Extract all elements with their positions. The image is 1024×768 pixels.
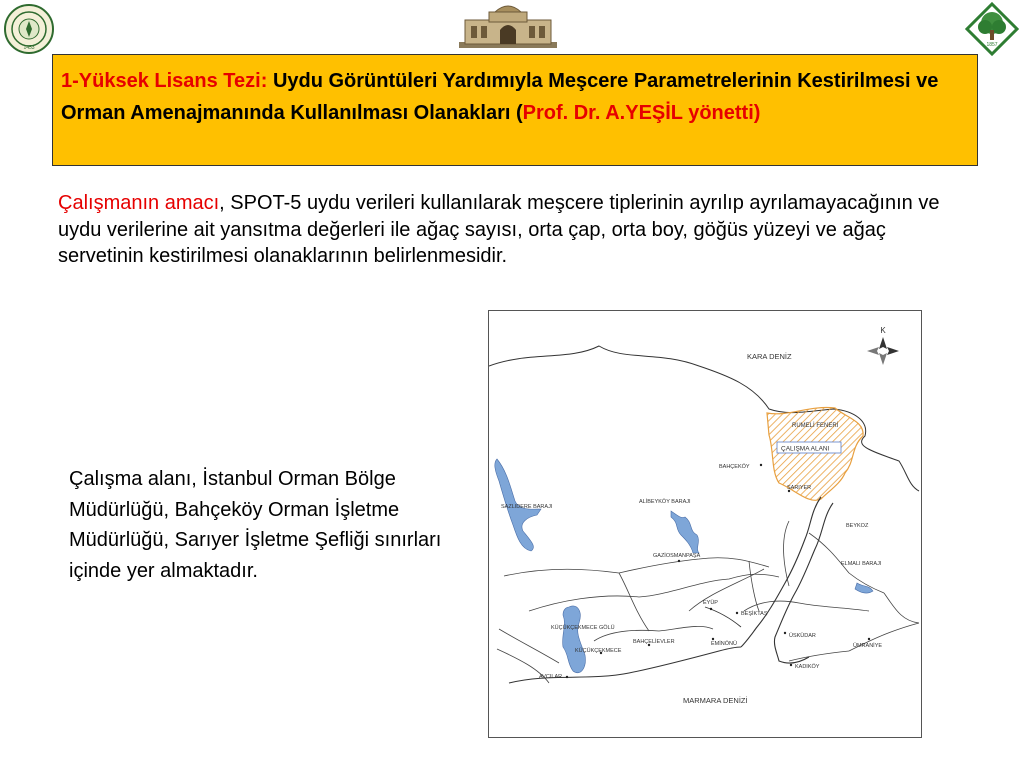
avcilar-label: AVCILAR — [539, 674, 563, 680]
study-area-polygon — [767, 408, 863, 501]
alibeykoy-label: ALİBEYKÖY BARAJI — [639, 499, 691, 505]
elmali-reservoir — [855, 583, 873, 593]
study-area-label: ÇALIŞMA ALANI — [781, 445, 830, 453]
study-area-description: Çalışma alanı, İstanbul Orman Bölge Müdürlüğü, Bahçeköy Orman İşletme Müdürlüğü, Sarıyer İşletme Şefliği sınırları içinde yer almaktadır. — [69, 468, 442, 582]
thesis-title-prefix: 1-Yüksek Lisans Tezi: — [61, 70, 268, 92]
seal-year: 1453 — [23, 45, 35, 51]
uskudar-label: ÜSKÜDAR — [789, 633, 816, 639]
alibeykoy-reservoir — [671, 511, 699, 553]
university-seal-logo — [4, 4, 54, 54]
bahcekoy-label: BAHÇEKÖY — [719, 464, 750, 470]
university-gate-logo — [459, 2, 557, 48]
umraniye-label: ÜMRANİYE — [853, 643, 883, 649]
bosphorus-strait — [741, 497, 821, 647]
bosphorus-asian-shore — [774, 503, 833, 663]
compass-icon — [867, 326, 899, 365]
study-aim-paragraph — [58, 190, 958, 270]
forestry-tree-icon — [965, 2, 1019, 56]
kadikoy-label: KADIKÖY — [795, 664, 820, 670]
sazlidere-label: SAZLIDERE BARAJI — [501, 504, 553, 510]
besiktas-label: BEŞİKTAŞ — [741, 611, 768, 617]
thesis-title-main: Uydu Görüntüleri Yardımıyla Meşcere Parametrelerinin Kestirilmesi ve Orman Amenajmanında Kullanılması Olanakları ( — [61, 70, 939, 124]
rumeli-feneri-label: RUMELİ FENERİ — [792, 423, 839, 429]
kucukcekmece-golu-label: KÜÇÜKÇEKMECE GÖLÜ — [551, 625, 615, 631]
black-sea-coastline — [489, 346, 919, 491]
study-aim-text: , SPOT-5 uydu verileri kullanılarak meşcere tiplerinin ayrılıp ayrılamayacağının ve uydu verilerine ait yansıtma değerleri ile ağaç sayısı, orta çap, orta boy, göğüs yüzeyi ve ağaç servetinin kestirilmesi olanaklarının belirlenmesidir. — [58, 192, 940, 267]
thesis-title-box — [52, 54, 978, 166]
beykoz-label: BEYKOZ — [846, 523, 869, 529]
thesis-supervisor: Prof. Dr. A.YEŞİL yönetti) — [522, 102, 761, 124]
gaziosmanpasa-label: GAZİOSMANPAŞA — [653, 553, 701, 559]
eyup-label: EYÜP — [703, 600, 718, 606]
study-area-map — [488, 310, 922, 738]
black-sea-label: KARA DENİZ — [747, 352, 792, 361]
kucukcekmece-label: KÜÇÜKÇEKMECE — [575, 648, 622, 654]
sariyer-label: SARIYER — [787, 485, 812, 491]
north-label: K — [880, 326, 886, 335]
elmali-label: ELMALI BARAJI — [841, 561, 882, 567]
university-gate-icon — [459, 2, 557, 48]
marmara-sea-label: MARMARA DENİZİ — [683, 696, 748, 705]
university-seal-icon — [4, 4, 54, 54]
kucukcekmece-lake — [563, 606, 586, 673]
forestry-faculty-logo — [965, 2, 1019, 56]
eminonu-label: EMİNÖNÜ — [711, 641, 737, 647]
study-aim-label: Çalışmanın amacı — [58, 192, 220, 214]
bahcelievler-label: BAHÇELİEVLER — [633, 639, 675, 645]
forestry-year: 1857 — [986, 42, 998, 48]
